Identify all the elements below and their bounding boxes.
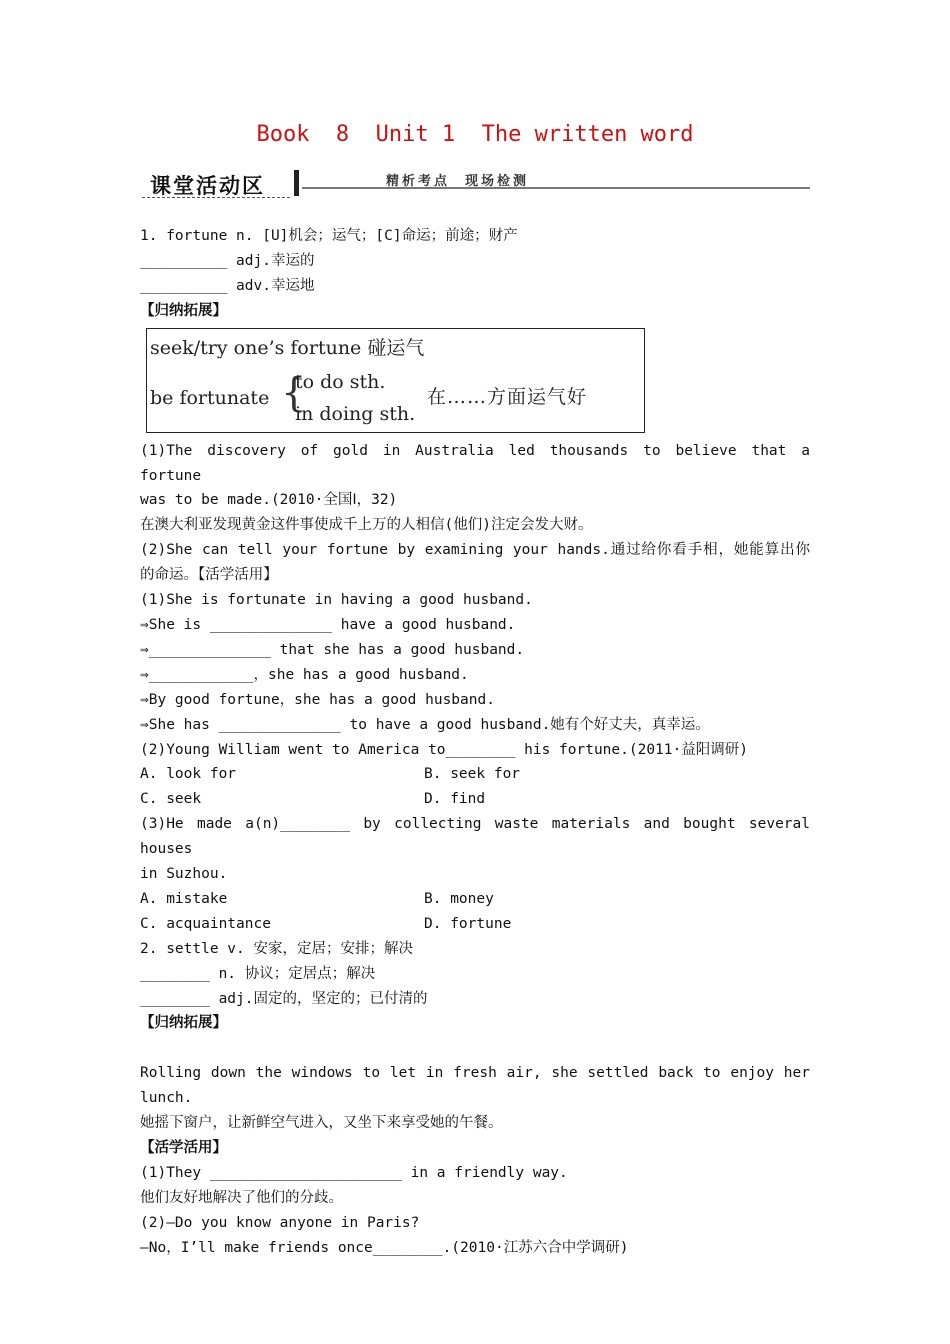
exercise-line: (1)They ______________________ in a friendly way.: [140, 1165, 568, 1181]
phrase-meaning: 在……方面运气好: [427, 385, 588, 408]
document-title: Book 8 Unit 1 The written word: [256, 122, 694, 147]
phrase-seek: seek/try one’s fortune 碰运气: [150, 336, 425, 359]
question-line: (2)—Do you know anyone in Paris?: [140, 1214, 420, 1231]
banner-rule: [302, 187, 810, 189]
option-c: C. acquaintance: [140, 915, 271, 932]
exercise-line: ⇒______________ that she has a good husband.: [140, 641, 525, 658]
blank-noun: ________ n. 协议；定居点；解决: [140, 965, 376, 982]
banner-bar: [294, 170, 299, 196]
section-label-summary: 【归纳拓展】: [140, 302, 227, 319]
banner-title: 课堂活动区: [150, 174, 265, 198]
example-line: 的命运。【活学活用】: [140, 567, 278, 584]
option-d: D. find: [424, 791, 486, 808]
options-row: [140, 887, 810, 912]
section-label-practice: 【活学活用】: [140, 1140, 227, 1157]
option-a: A. mistake: [140, 890, 228, 907]
exercise-translation: 他们友好地解决了他们的分歧。: [140, 1189, 343, 1206]
section-banner: [142, 166, 810, 202]
option-c: C. seek: [140, 791, 202, 808]
exercise-line: (1)She is fortunate in having a good husband.: [140, 592, 533, 609]
vocab-item-fortune: 1. fortune n. [U]机会；运气；[C]命运；前途；财产: [140, 228, 518, 244]
brace-icon: {: [281, 369, 307, 416]
banner-underline: [142, 197, 290, 198]
exercise-line: ⇒She is ______________ have a good husband.: [140, 616, 516, 633]
option-b: B. seek for: [424, 766, 521, 783]
spacer: [140, 1036, 810, 1061]
phrase-box: [146, 328, 645, 433]
question-line: (2)Young William went to America to________ his fortune.(2011·益阳调研): [140, 741, 748, 758]
option-b: B. money: [424, 890, 494, 907]
phrase-option-in-doing: in doing sth.: [295, 402, 416, 425]
question-line: (3)He made a(n)________ by collecting waste materials and bought several houses: [140, 816, 810, 858]
example-line: (2)She can tell your fortune by examining your hands.通过给你看手相，她能算出你: [140, 542, 810, 559]
blank-adv: __________ adv.幸运地: [140, 277, 315, 294]
question-line: in Suzhou.: [140, 866, 228, 883]
option-a: A. look for: [140, 766, 237, 783]
example-translation: 在澳大利亚发现黄金这件事使成千上万的人相信(他们)注定会发大财。: [140, 517, 593, 534]
phrase-option-to-do: to do sth.: [295, 370, 386, 393]
option-d: D. fortune: [424, 915, 512, 932]
phrase-be-fortunate: be fortunate: [150, 386, 270, 409]
example-translation: 她摇下窗户，让新鲜空气进入，又坐下来享受她的午餐。: [140, 1115, 503, 1132]
document-body: [140, 224, 810, 1261]
exercise-line: ⇒____________，she has a good husband.: [140, 666, 469, 683]
options-row: [140, 787, 810, 812]
blank-adj: __________ adj.幸运的: [140, 252, 315, 269]
blank-adj: ________ adj.固定的，坚定的；已付清的: [140, 990, 428, 1007]
example-line: lunch.: [140, 1090, 193, 1107]
example-line: Rolling down the windows to let in fresh air, she settled back to enjoy her: [140, 1065, 810, 1082]
exercise-line: ⇒By good fortune，she has a good husband.: [140, 691, 495, 708]
vocab-item-settle: 2. settle v. 安家，定居；安排；解决: [140, 940, 413, 957]
banner-subtitle: 精析考点 现场检测: [386, 174, 530, 189]
exercise-line: ⇒She has ______________ to have a good husband.她有个好丈夫，真幸运。: [140, 716, 710, 733]
section-label-summary: 【归纳拓展】: [140, 1015, 227, 1032]
options-row: [140, 762, 810, 787]
options-row: [140, 912, 810, 937]
question-line: —No，I’ll make friends once________.(2010·江苏六合中学调研): [140, 1239, 629, 1256]
example-line: (1)The discovery of gold in Australia led thousands to believe that a fortune: [140, 442, 810, 484]
example-line: was to be made.(2010·全国Ⅰ，32): [140, 492, 398, 509]
